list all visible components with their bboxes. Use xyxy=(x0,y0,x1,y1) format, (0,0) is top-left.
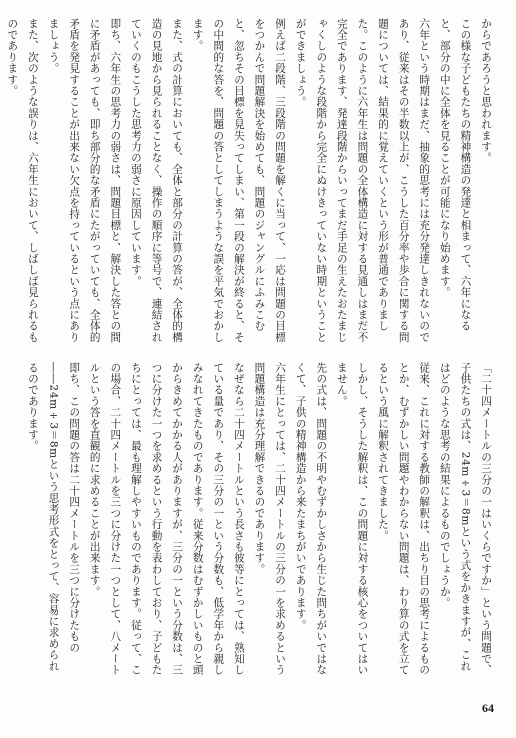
paragraph: 「二十四メートルの三分の一はいくらですか」という問題で、子供たちの式は、24m÷3＝8mという式をかきますが、これはどのような思考の結果によるものでしょうか。 xyxy=(438,362,492,676)
paragraph: 先の式は、問題の不明やむずかしさから生じた問ちがいではなくて、子供の精神構造から来たまちがいであります。 xyxy=(294,362,328,676)
paragraph: 六年生にとっては、二十四メートルの三分の一を求めるという問題構造は充分理解できるのであります。 xyxy=(253,362,287,676)
paragraph: また、次のような誤りは、六年生において、しばしば見られるものであります。 xyxy=(6,18,39,343)
upper-text-block xyxy=(6,18,496,350)
paragraph: 六年という時期はまだ、抽象的思考には充分発達しきれないのであり、従来はその半数以上が、こうした百分率や歩合に関する問題については、結果的に覚えていくという形が普通でありました。このように六年生は問題の全体構造に対する見通しはまだ不完全であります、発達段階からいってまだ手足の生えたおたまじゃくしのような段階から完全にぬけきっていない時期ということができましょう。 xyxy=(294,18,431,343)
paragraph: 即ち、六年生の思考力の弱さは、問題目標と、解決した答との間に矛盾があっても、即ち部分的な矛盾にたがっていても、全体的矛盾を発見することが出来ない欠点を持っているという点にありましょう。 xyxy=(47,18,122,343)
paragraph: 従来、これに対する教師の解釈は、出ちり目の思考によるものとか、むずかしい問題やわからない問題は、わり算の式を立てるという風に解釈されてきました。 xyxy=(377,362,431,676)
paragraph: なぜなら二十四メートルという長さも彼等にとっては、熟知している量であり、その三分の一という分数も、低学年から親しみなれてきたものであります。従来分数はむずかしいものと頭からきめてかかる人がありますが、三分の一という分数は、三つに分けた一つを求めるという行動を表わしており、子どもたちにとっては、最も理解しやすいものであります。従って、この場合、二十四メートルを三つに分けた一つとして、八メートルという答を直観的に求めることが出来ます。 xyxy=(88,362,245,676)
paragraph: 即ち、この問題の答は二十四メートルを三つに分けたもの――24m÷3＝8mという思考形式をとって、容易に求められるのであります。 xyxy=(26,362,81,672)
paragraph: 例えば二段階、三段階の問題を解くに当って、一応は問題の目標をつかんで問題解決を始めても、問題のジャングルにふみこむと、忽ちその目標を見失ってしまい、第一段の解決が終ると、その中間的な答を、問題の答としてしまうような誤を平気でおかします。 xyxy=(191,18,287,343)
paragraph: からであろうと思われます。 xyxy=(480,18,492,164)
paragraph: この様な子どもたちの精神構造の発達と相まって、六年になると、部分の中に全体を見ることが可能になり始めます。 xyxy=(438,18,472,332)
page-number: 64 xyxy=(482,701,494,715)
lower-text-block xyxy=(14,362,496,680)
paragraph: また、式の計算においても、全体と部分の計算の答が、全体的構造の見地から見られることなく、操作の順序に等号で、連結されていくのもこうした思考力の弱さに原因しています。 xyxy=(129,18,184,343)
paragraph: しかし、そうした解釈は、この問題に対する核心をついてはいません。 xyxy=(335,362,369,676)
